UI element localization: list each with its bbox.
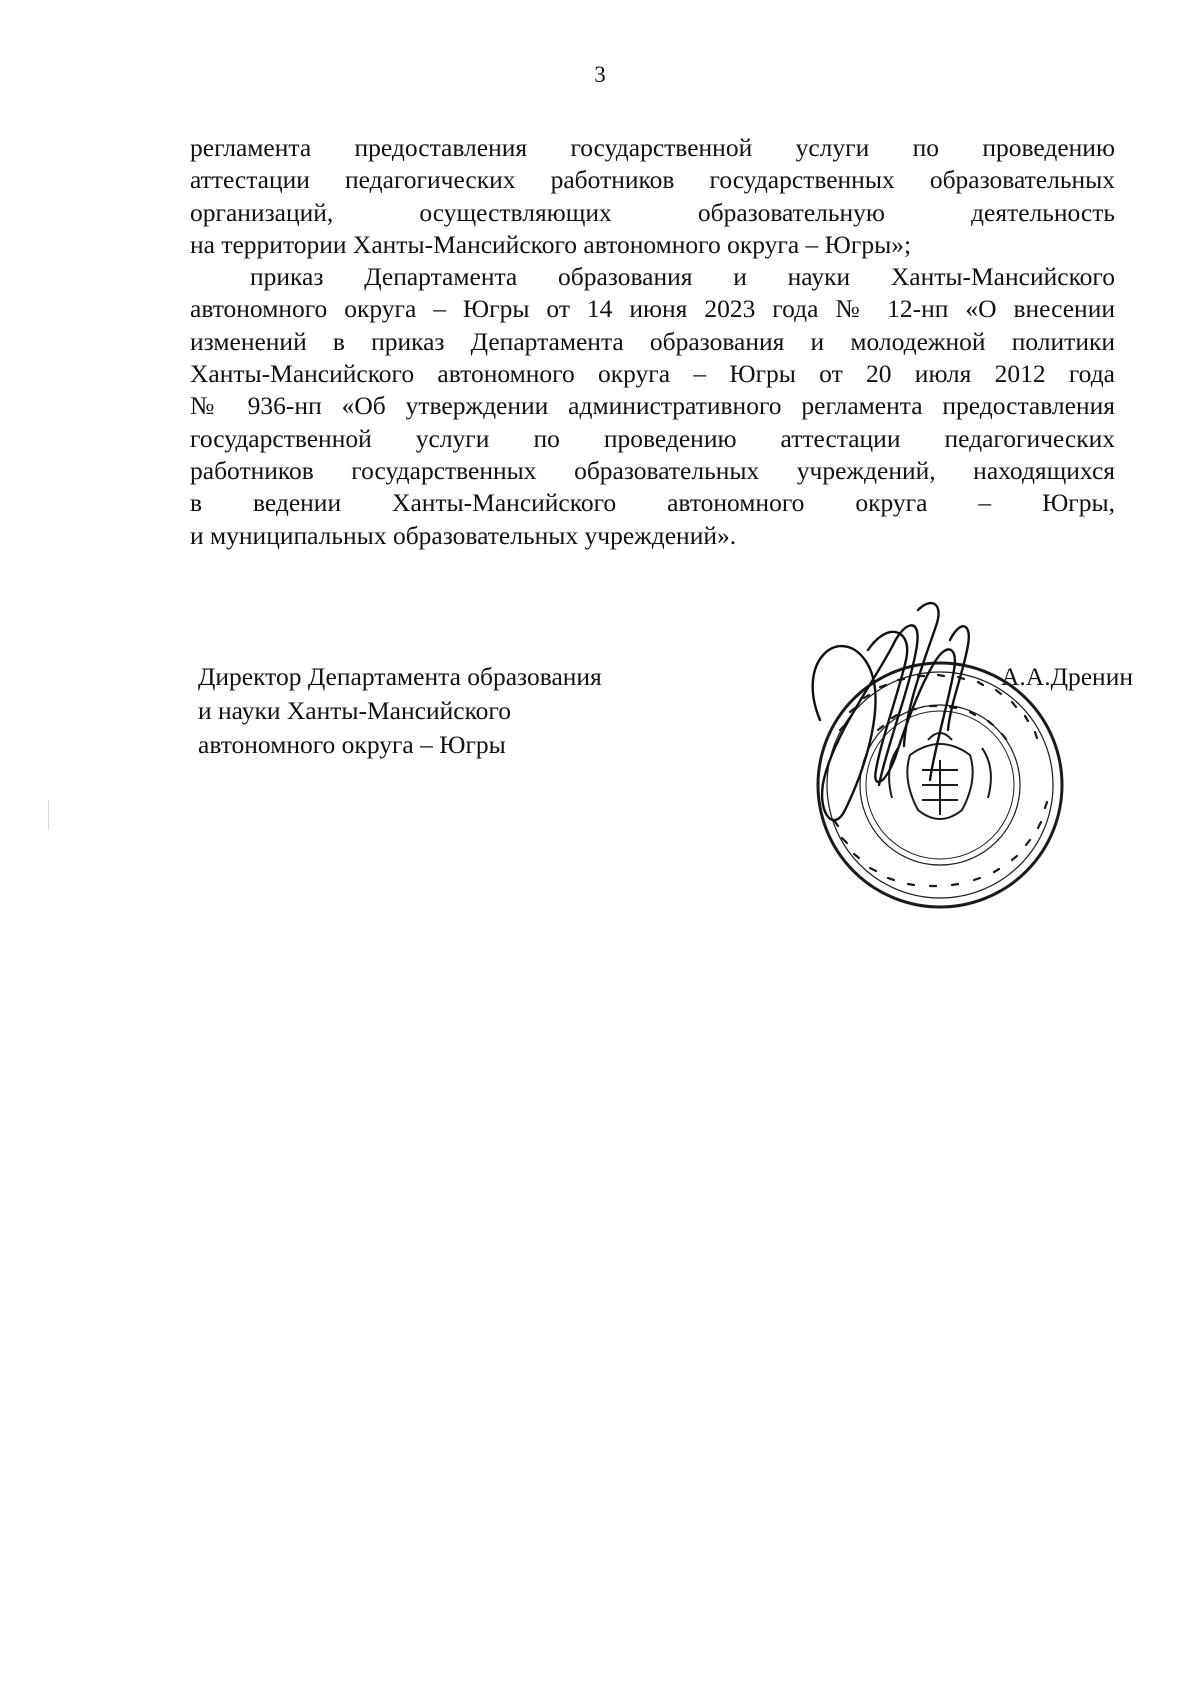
body-line: организаций, осуществляющих образовательную деятельность <box>190 197 1115 227</box>
body-line-paragraph-start: приказ Департамента образования и науки Ханты-Мансийского <box>250 262 1115 292</box>
page-number: 3 <box>594 62 606 87</box>
signatory-position-line: автономного округа – Югры <box>198 730 506 759</box>
official-seal-stamp <box>790 580 1090 920</box>
body-line: № 936-нп «Об утверждении административного регламента предоставления <box>190 391 1115 421</box>
body-line: регламента предоставления государственной услуги по проведению <box>190 133 1115 162</box>
scan-artifact-mark <box>48 800 49 830</box>
body-line: автономного округа – Югры от 14 июня 2023 года № 12-нп «О внесении <box>190 294 1115 324</box>
body-line: и муниципальных образовательных учреждений». <box>190 520 737 550</box>
signer-name: А.А.Дренин <box>1001 662 1133 691</box>
signatory-position-line: и науки Ханты-Мансийского <box>198 696 511 725</box>
body-line: государственной услуги по проведению аттестации педагогических <box>190 423 1115 453</box>
body-line: аттестации педагогических работников государственных образовательных <box>190 165 1115 195</box>
signatory-position <box>198 660 602 762</box>
signatory-position-line: Директор Департамента образования <box>198 662 602 691</box>
body-line: в ведении Ханты-Мансийского автономного округа – Югры, <box>190 488 1115 518</box>
body-line: работников государственных образовательных учреждений, находящихся <box>190 455 1115 485</box>
body-line: на территории Ханты-Мансийского автономного округа – Югры»; <box>190 229 912 259</box>
body-line: Ханты-Мансийского автономного округа – Югры от 20 июля 2012 года <box>190 359 1115 389</box>
body-line: изменений в приказ Департамента образования и молодежной политики <box>190 326 1115 356</box>
document-body-text <box>190 132 1115 552</box>
